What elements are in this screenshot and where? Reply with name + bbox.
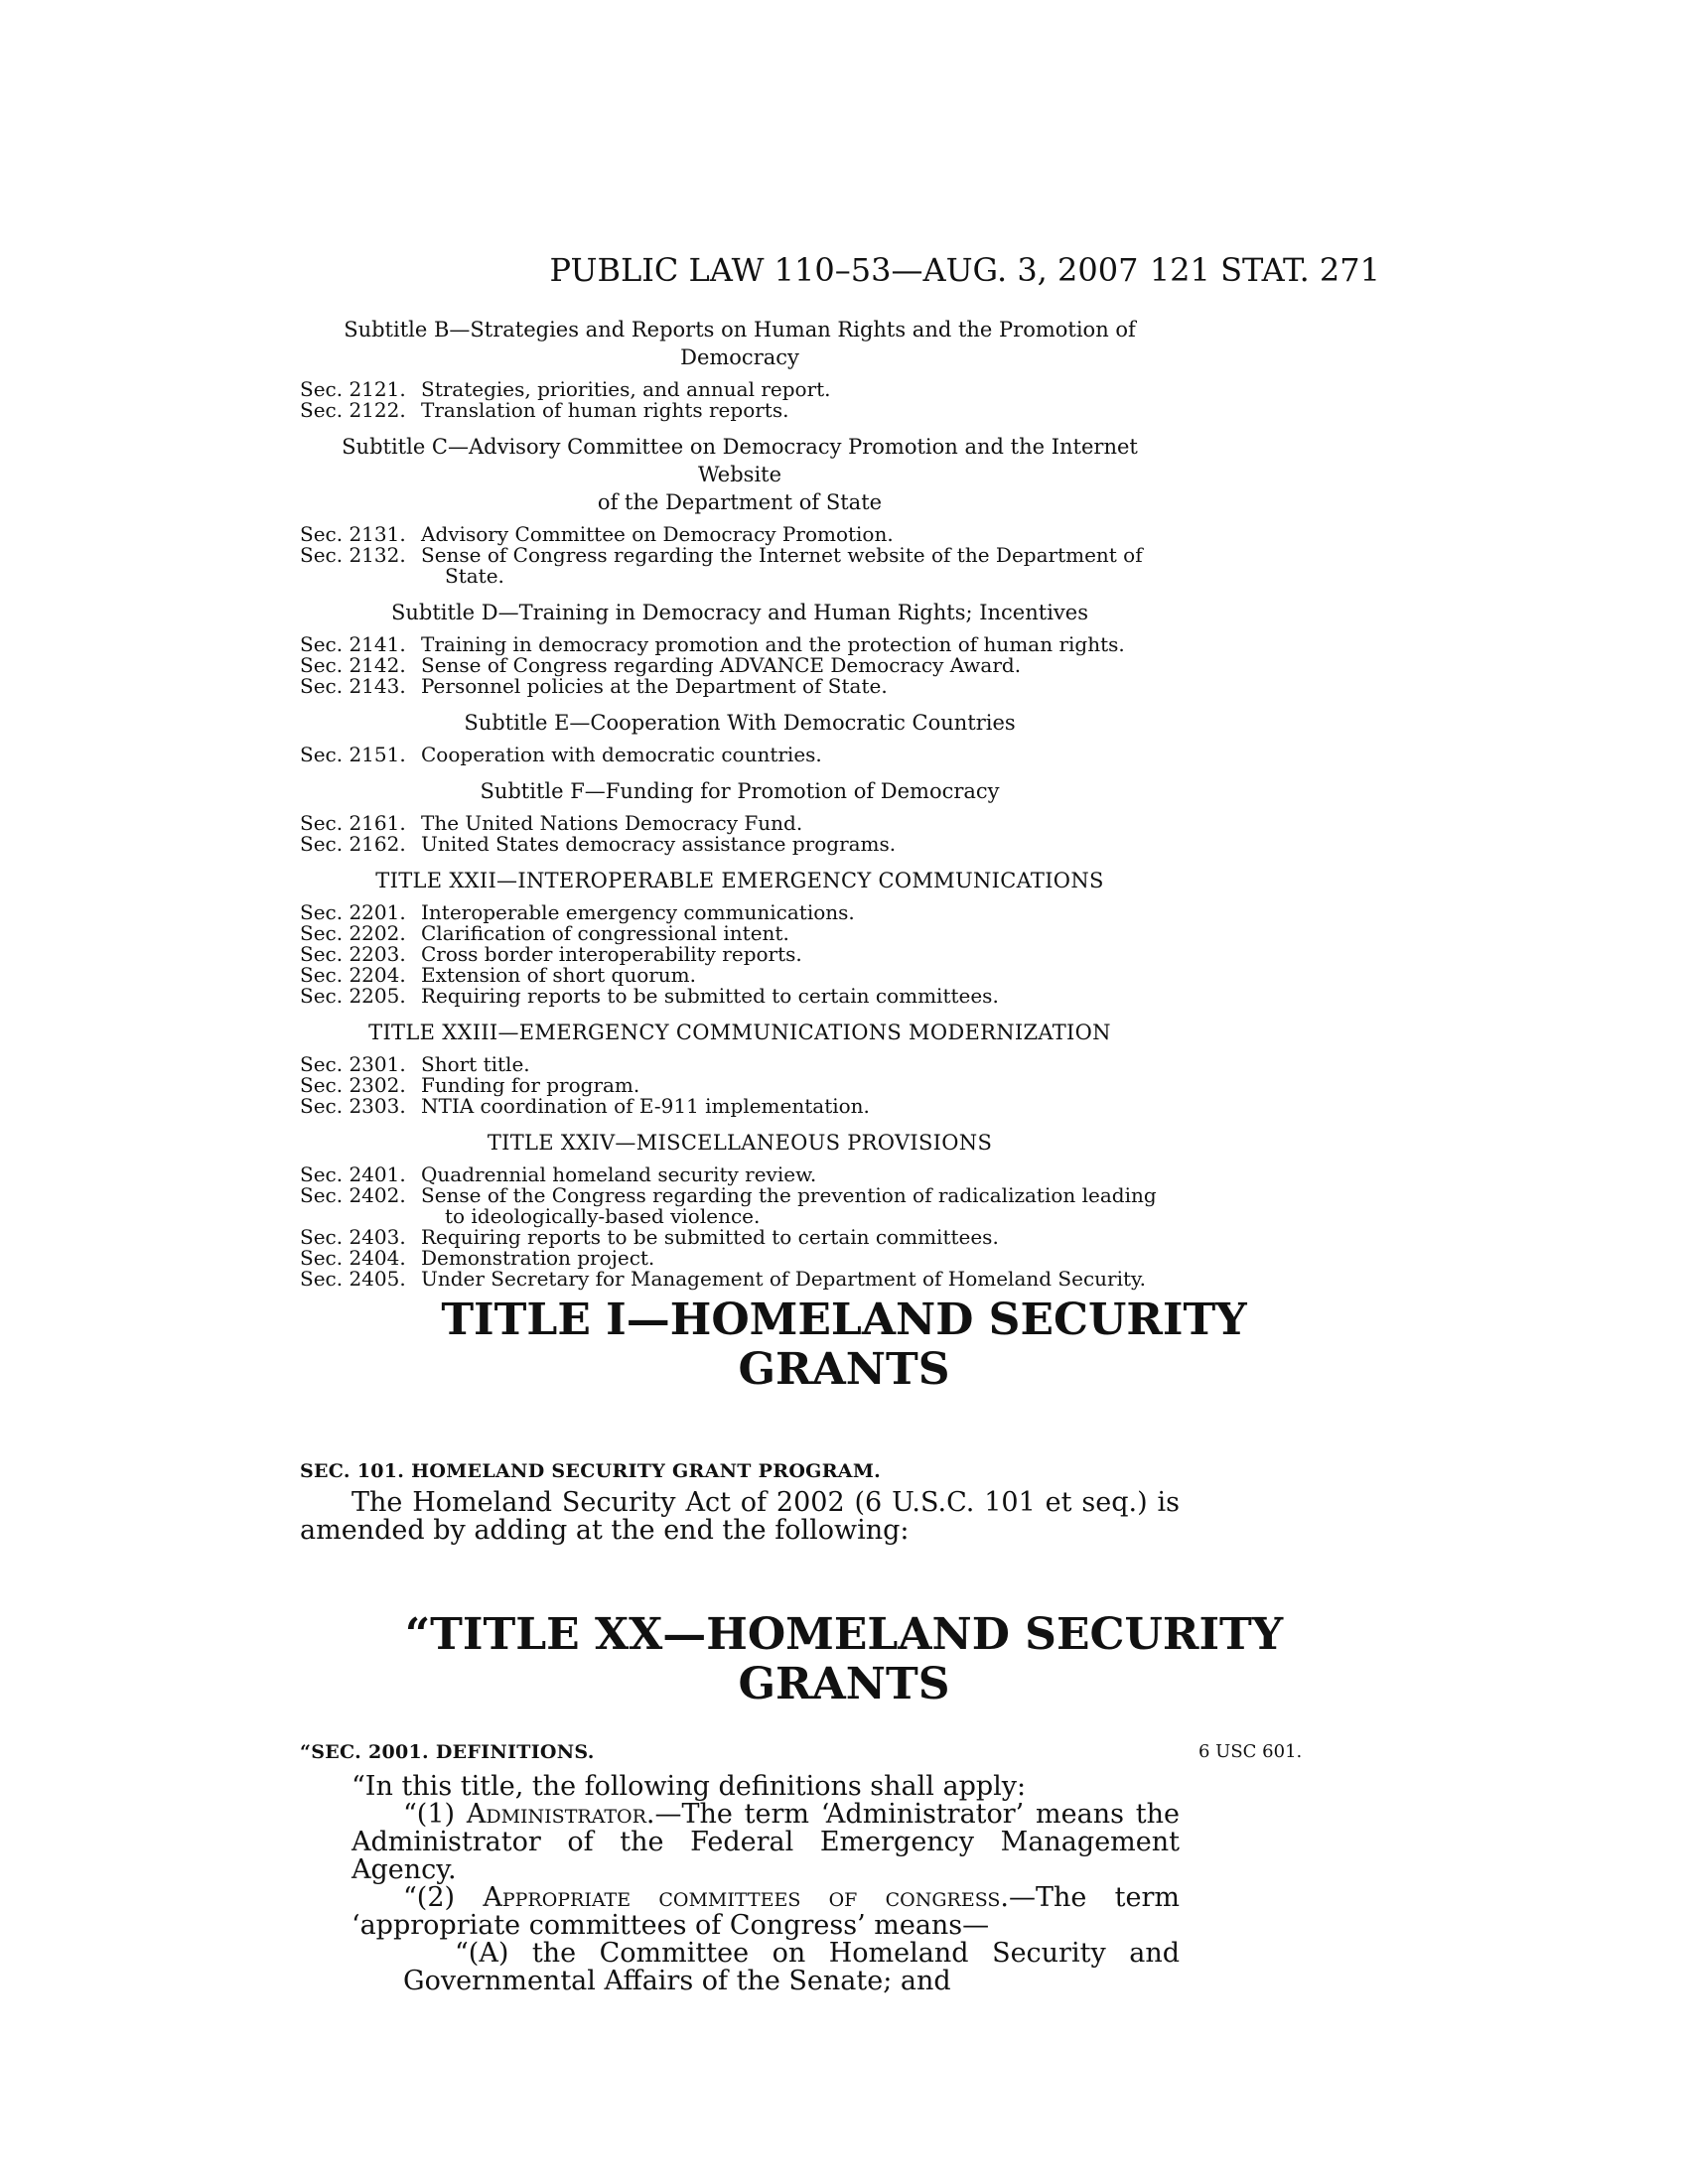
toc-entry: Sec. 2401. Quadrennial homeland security review. bbox=[300, 1162, 817, 1186]
toc-subtitle-b-heading: Subtitle B—Strategies and Reports on Human Rights and the Promotion of Democracy bbox=[344, 318, 1136, 369]
usc-margin-note: 6 USC 601. bbox=[1198, 1741, 1303, 1762]
toc-entry: Sec. 2122. Translation of human rights reports. bbox=[300, 398, 789, 422]
header-title: PUBLIC LAW 110–53—AUG. 3, 2007 bbox=[549, 251, 1139, 289]
toc-entry: Sec. 2405. Under Secretary for Management of Department of Homeland Security. bbox=[300, 1267, 1147, 1291]
toc-entry: Sec. 2203. Cross border interoperability reports. bbox=[300, 942, 802, 966]
toc-entry: Sec. 2131. Advisory Committee on Democracy Promotion. bbox=[300, 522, 894, 546]
toc-entry: Sec. 2201. Interoperable emergency communications. bbox=[300, 900, 855, 924]
table-of-contents bbox=[300, 316, 1180, 1290]
section-101-text: The Homeland Security Act of 2002 (6 U.S.C. 101 et seq.) is amended by adding at the end the following: bbox=[300, 1487, 1180, 1546]
toc-subtitle-f-heading: Subtitle F—Funding for Promotion of Democracy bbox=[480, 779, 1000, 803]
toc-subtitle-d-heading: Subtitle D—Training in Democracy and Human Rights; Incentives bbox=[391, 601, 1088, 624]
header-page-number: 121 STAT. 271 bbox=[1149, 251, 1380, 289]
definition-appropriate-committees: “(2) Appropriate committees of congress.—The term ‘appropriate committees of Congress’ means— bbox=[352, 1882, 1180, 1941]
toc-entry: Sec. 2162. United States democracy assistance programs. bbox=[300, 832, 897, 856]
definition-subparagraph-a: “(A) the Committee on Homeland Security and Governmental Affairs of the Senate; and bbox=[403, 1938, 1180, 1996]
definitions-text bbox=[300, 1773, 1180, 1995]
toc-entry: Sec. 2403. Requiring reports to be submitted to certain committees. bbox=[300, 1225, 999, 1249]
toc-entry: Sec. 2404. Demonstration project. bbox=[300, 1246, 655, 1270]
section-101-heading: SEC. 101. HOMELAND SECURITY GRANT PROGRAM. bbox=[300, 1460, 882, 1482]
toc-entry: Sec. 2132. Sense of Congress regarding the Internet website of the Department of bbox=[300, 543, 1143, 567]
toc-title-xxii-heading: TITLE XXII—INTEROPERABLE EMERGENCY COMMUNICATIONS bbox=[375, 869, 1104, 892]
toc-entry: Sec. 2303. NTIA coordination of E-911 implementation. bbox=[300, 1094, 870, 1118]
toc-entry: Sec. 2205. Requiring reports to be submitted to certain committees. bbox=[300, 984, 999, 1008]
toc-entry: Sec. 2202. Clarification of congressional intent. bbox=[300, 921, 789, 945]
toc-entry-continuation: State. bbox=[445, 564, 504, 588]
title-i-heading: TITLE I—HOMELAND SECURITY GRANTS bbox=[441, 1295, 1247, 1395]
toc-entry: Sec. 2142. Sense of Congress regarding ADVANCE Democracy Award. bbox=[300, 653, 1022, 677]
toc-entry-continuation: to ideologically-based violence. bbox=[445, 1204, 761, 1228]
toc-entry: Sec. 2301. Short title. bbox=[300, 1052, 530, 1076]
toc-entry: Sec. 2121. Strategies, priorities, and annual report. bbox=[300, 377, 831, 401]
definitions-intro: “In this title, the following definitions shall apply: bbox=[352, 1771, 1027, 1802]
toc-entry: Sec. 2302. Funding for program. bbox=[300, 1073, 640, 1097]
running-header bbox=[0, 250, 1688, 290]
toc-entry: Sec. 2161. The United Nations Democracy Fund. bbox=[300, 811, 803, 835]
toc-subtitle-c-heading: Subtitle C—Advisory Committee on Democracy Promotion and the Internet Website of the Department of State bbox=[342, 435, 1138, 514]
toc-entry: Sec. 2151. Cooperation with democratic countries. bbox=[300, 743, 822, 766]
toc-entry: Sec. 2402. Sense of the Congress regarding the prevention of radicalization leading bbox=[300, 1183, 1157, 1207]
section-2001-heading: “SEC. 2001. DEFINITIONS. bbox=[300, 1741, 595, 1763]
toc-subtitle-e-heading: Subtitle E—Cooperation With Democratic Countries bbox=[464, 711, 1016, 735]
toc-title-xxiii-heading: TITLE XXIII—EMERGENCY COMMUNICATIONS MODERNIZATION bbox=[368, 1021, 1111, 1044]
toc-title-xxiv-heading: TITLE XXIV—MISCELLANEOUS PROVISIONS bbox=[487, 1131, 993, 1155]
toc-entry: Sec. 2204. Extension of short quorum. bbox=[300, 963, 697, 987]
definition-administrator: “(1) Administrator.—The term ‘Administrator’ means the Administrator of the Federal Emergency Management Agency. bbox=[352, 1799, 1180, 1885]
title-xx-heading: “TITLE XX—HOMELAND SECURITY GRANTS bbox=[404, 1609, 1284, 1709]
toc-entry: Sec. 2141. Training in democracy promotion and the protection of human rights. bbox=[300, 632, 1125, 656]
toc-entry: Sec. 2143. Personnel policies at the Department of State. bbox=[300, 674, 888, 698]
